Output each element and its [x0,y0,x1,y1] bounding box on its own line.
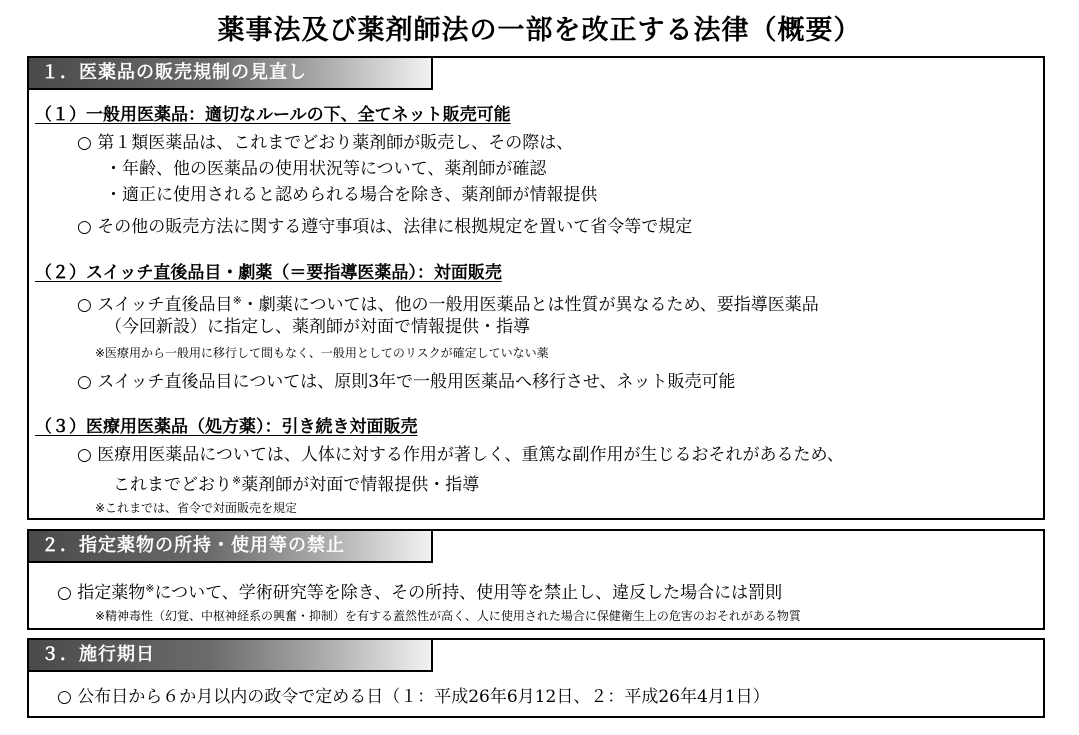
section-sales-regulation [27,56,1045,520]
text-line: ・年齢、他の医薬品の使用状況等について、薬剤師が確認 [105,159,547,179]
section-designated-substances [27,529,1045,630]
footnote: ※精神毒性（幻覚、中枢神経系の興奮・抑制）を有する蓋然性が高く、人に使用された場合に保健衛生上の危害のおそれがある物質 [95,609,801,623]
page-title: 薬事法及び薬剤師法の一部を改正する法律（概要） [217,15,862,46]
subsection-heading: （３）医療用医薬品（処方薬）：引き続き対面販売 [35,417,418,437]
footnote: ※これまでは、省令で対面販売を規定 [95,501,298,515]
text-line: ・適正に使用されると認められる場合を除き、薬剤師が情報提供 [105,185,598,205]
subsection-heading: （１）一般用医薬品：適切なルールの下、全てネット販売可能 [35,105,511,125]
text-segment: ○ 指定薬物 [57,583,146,603]
text-line: （今回新設）に指定し、薬剤師が対面で情報提供・指導 [105,317,530,337]
text-segment: 薬剤師が対面で情報提供・指導 [241,475,480,495]
text-segment: ○ スイッチ直後品目 [77,295,233,315]
text-line: ○ スイッチ直後品目については、原則3年で一般用医薬品へ移行させ、ネット販売可能 [77,372,736,392]
text-line: ○ 医療用医薬品については、人体に対する作用が著しく、重篤な副作用が生じるおそれがあるため、 [77,445,844,465]
section-enforcement-date [27,638,1045,718]
text-line: ○ 公布日から６か月以内の政令で定める日（１：平成26年6月12日、２：平成26年4月1日） [57,687,770,707]
text-segment: ・劇薬については、他の一般用医薬品とは性質が異なるため、要指導医薬品 [241,295,819,315]
footnote-mark: ※ [232,294,242,307]
section-header: １．医薬品の販売規制の見直し [27,56,433,90]
text-line: ○ 第１類医薬品は、これまでどおり薬剤師が販売し、その際は、 [77,133,574,153]
text-segment: について、学術研究等を除き、その所持、使用等を禁止し、違反した場合には罰則 [154,583,783,603]
subsection-heading: （２）スイッチ直後品目・劇薬（＝要指導医薬品）：対面販売 [35,263,502,283]
text-line [57,578,782,604]
section-header: ２．指定薬物の所持・使用等の禁止 [27,529,433,563]
text-line [77,290,819,316]
footnote-mark: ※ [145,582,155,595]
footnote-mark: ※ [232,474,242,487]
footnote: ※医療用から一般用に移行して間もなく、一般用としてのリスクが確定していない薬 [95,346,549,360]
text-line [113,470,479,496]
text-segment: これまでどおり [113,475,232,495]
section-header: ３．施行期日 [27,638,433,672]
text-line: ○ その他の販売方法に関する遵守事項は、法律に根拠規定を置いて省令等で規定 [77,217,693,237]
